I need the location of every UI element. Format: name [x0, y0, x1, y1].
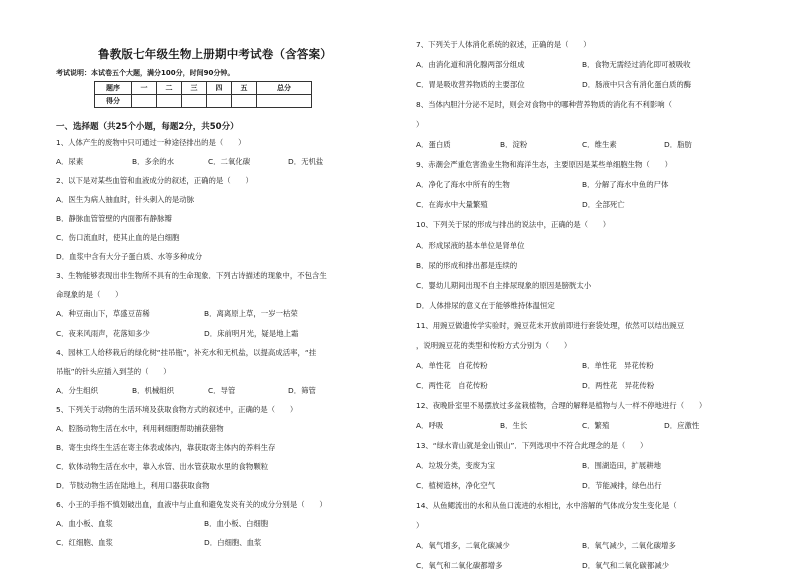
score-blank-cell	[182, 95, 207, 108]
answer-option: D．床前明月光，疑是地上霜	[204, 328, 299, 338]
answer-option: D．筛管	[288, 385, 316, 395]
answer-option: B．离离原上草，一岁一枯荣	[204, 309, 298, 319]
answer-option: A．种豆南山下，草盛豆苗稀	[56, 309, 150, 319]
answer-option: A．单性花 自花传粉	[416, 360, 488, 370]
question-stem: 10、下列关于尿的形成与排出的说法中，正确的是（ ）	[416, 220, 611, 230]
score-header-cell: 题序	[95, 82, 132, 95]
score-header-cell: 一	[132, 82, 157, 95]
question-stem: 5、下列关于动物的生活环境及获取食物方式的叙述中，正确的是（ ）	[56, 404, 298, 414]
score-table-header-row	[95, 82, 312, 95]
answer-option: A．血小板、血浆	[56, 519, 113, 528]
answer-option: D．节肢动物生活在陆地上，利用口器获取食物	[56, 480, 210, 490]
answer-option: C．婴幼儿期间出现不自主排尿现象的原因是膀胱太小	[416, 280, 592, 290]
score-table-score-row	[95, 95, 312, 108]
answer-option: A．医生为病人抽血时，针头刺入的是动脉	[56, 195, 195, 205]
section-heading: 一、选择题（共25个小题，每题2分，共50分）	[56, 122, 239, 132]
answer-option: D．脂肪	[664, 140, 692, 150]
question-stem: 命现象的是（ ）	[56, 290, 123, 300]
answer-option: C．软体动物生活在水中，靠入水管、出水管获取水里的食物颗粒	[56, 461, 269, 471]
question-stem: 8、当体内胆汁分泌不足时，则会对食物中的哪种营养物质的消化有不利影响（	[416, 100, 672, 110]
answer-option: C．维生素	[582, 140, 617, 150]
answer-option: C．在海水中大量繁殖	[416, 200, 488, 210]
answer-option: B．生长	[500, 420, 528, 430]
question-stem: 6、小王的手指不慎划破出血，血液中与止血和避免发炎有关的成分分别是（ ）	[56, 499, 327, 509]
answer-option: C．二氧化碳	[208, 157, 251, 167]
question-stem: 7、下列关于人体消化系统的叙述，正确的是（ ）	[416, 40, 591, 49]
answer-option: A．氧气增多，二氧化碳减少	[416, 541, 510, 551]
question-stem: ）	[416, 521, 424, 531]
answer-option: C．氧气和二氧化碳都增多	[416, 561, 503, 571]
question-stem: 13、“绿水青山就是金山银山”．下列选项中不符合此理念的是（ ）	[416, 441, 648, 450]
score-header-cell: 四	[207, 82, 232, 95]
question-stem: ，说明豌豆花的类型和传粉方式分别为（ ）	[416, 340, 572, 350]
answer-option: B．静脉血管管壁的内面都有静脉瓣	[56, 214, 172, 224]
question-stem: 4、园林工人给移栽后的绿化树“挂吊瓶”，补充水和无机盐，以提高成活率，“挂	[56, 347, 317, 357]
question-stem: 14、从鱼鳃流出的水和从鱼口流进的水相比，水中溶解的气体成分发生变化是（	[416, 501, 677, 511]
score-row-label: 得分	[95, 95, 132, 108]
answer-option: D．应激性	[664, 420, 700, 430]
score-blank-cell	[232, 95, 257, 108]
answer-option: A．呼吸	[416, 420, 444, 430]
score-blank-cell	[257, 95, 312, 108]
score-header-cell: 总分	[257, 82, 312, 95]
answer-option: C．伤口流血时，使其止血的是白细胞	[56, 233, 180, 243]
answer-option: C．红细胞、血浆	[56, 538, 113, 548]
answer-option: C．胃是吸收营养物质的主要部位	[416, 80, 525, 90]
answer-option: A．分生组织	[56, 385, 99, 395]
answer-option: A．由消化道和消化腺两部分组成	[416, 60, 525, 70]
question-stem: 12、夜晚卧室里不易摆放过多盆栽植物，合理的解释是植物与人一样不停地进行（ ）	[416, 400, 707, 410]
page-title: 鲁教版七年级生物上册期中考试卷（含答案）	[98, 47, 332, 61]
answer-option: B．食物无需经过消化即可被吸收	[582, 60, 691, 70]
question-stem: 3、生物能够表现出非生物所不具有的生命现象．下列古诗描述的现象中，不包含生	[56, 271, 327, 281]
answer-option: B．氧气减少，二氧化碳增多	[582, 541, 676, 551]
question-stem: 1、人体产生的废物中只可通过一种途径排出的是（ ）	[56, 138, 246, 147]
question-stem: 11、用豌豆做遗传学实验时，豌豆花未开放前即进行套袋处理，依然可以结出豌豆	[416, 320, 685, 330]
answer-option: C．导管	[208, 385, 236, 395]
score-blank-cell	[157, 95, 182, 108]
answer-option: B．淀粉	[500, 140, 528, 150]
answer-option: A．垃圾分类，变废为宝	[416, 461, 495, 471]
answer-option: D．肠液中只含有消化蛋白质的酶	[582, 80, 692, 90]
answer-option: B．寄生虫终生生活在寄主体表或体内，靠获取寄主体内的养料生存	[56, 442, 276, 452]
answer-option: A．蛋白质	[416, 140, 451, 150]
answer-option: C．植树造林，净化空气	[416, 481, 496, 491]
question-stem: 2、以下是对某些血管和血液成分的叙述，正确的是（ ）	[56, 176, 253, 186]
question-stem: ）	[416, 120, 424, 130]
score-blank-cell	[207, 95, 232, 108]
answer-option: B．单性花 异花传粉	[582, 360, 654, 370]
answer-option: D．无机盐	[288, 157, 324, 167]
answer-option: A．净化了海水中所有的生物	[416, 180, 510, 190]
answer-option: B．血小板、白细胞	[204, 519, 269, 528]
score-blank-cell	[132, 95, 157, 108]
score-table	[94, 81, 312, 108]
answer-option: D．全部死亡	[582, 200, 625, 210]
answer-option: D．两性花 异花传粉	[582, 380, 655, 390]
score-header-cell: 二	[157, 82, 182, 95]
answer-option: C．夜来风雨声，花落知多少	[56, 328, 150, 338]
question-stem: 9、赤潮会严重危害渔业生物和海洋生态，主要原因是某些单细胞生物（ ）	[416, 160, 672, 170]
answer-option: D．人体排尿的意义在于能够维持体温恒定	[416, 300, 555, 310]
question-stem: 吊瓶”的针头应插入到茎的（ ）	[56, 366, 171, 376]
answer-option: D．氧气和二氧化碳都减少	[582, 561, 669, 571]
answer-option: C．两性花 自花传粉	[416, 380, 488, 390]
score-header-cell: 三	[182, 82, 207, 95]
answer-option: C．繁殖	[582, 420, 610, 430]
answer-option: B．多余的水	[132, 157, 175, 167]
answer-option: A．形成尿液的基本单位是肾单位	[416, 240, 525, 250]
score-header-cell: 五	[232, 82, 257, 95]
answer-option: B．分解了海水中鱼的尸体	[582, 180, 669, 190]
answer-option: A．尿素	[56, 157, 84, 167]
answer-option: D．节能减排，绿色出行	[582, 481, 662, 491]
exam-instructions: 考试说明：本试卷五个大题，满分100分，时间90分钟。	[56, 69, 235, 77]
answer-option: B．机械组织	[132, 385, 175, 395]
answer-option: D．血浆中含有大分子蛋白质、水等多种成分	[56, 252, 203, 262]
answer-option: B．尿的形成和排出都是连续的	[416, 260, 518, 270]
answer-option: D．白细胞、血浆	[204, 538, 262, 548]
answer-option: B．围湖造田，扩展耕地	[582, 461, 661, 471]
answer-option: A．腔肠动物生活在水中，利用刺细胞帮助捕获猎物	[56, 423, 224, 433]
